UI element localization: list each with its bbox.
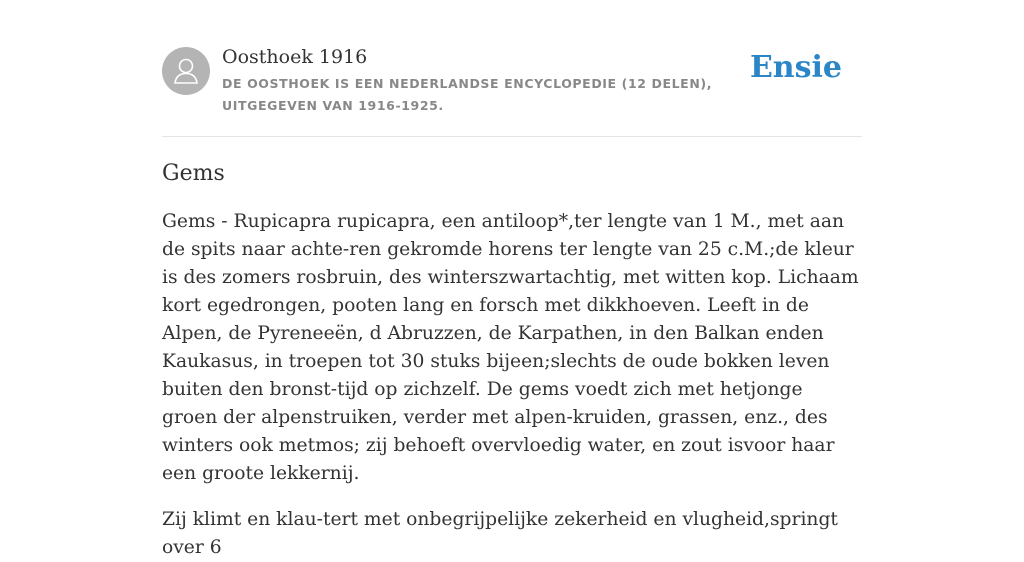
- source-avatar[interactable]: [162, 47, 210, 95]
- entry-paragraph: Zij klimt en klau-tert met onbegrijpelijke zekerheid en vlugheid,springt over 6: [162, 509, 838, 558]
- entry-title: Gems: [162, 161, 225, 186]
- source-header: [162, 0, 862, 137]
- source-title[interactable]: Oosthoek 1916: [222, 46, 368, 68]
- brand-logo-link[interactable]: Ensie: [749, 50, 842, 85]
- user-silhouette-icon: [162, 47, 210, 95]
- page: [162, 0, 862, 562]
- source-description: DE OOSTHOEK IS EEN NEDERLANDSE ENCYCLOPEDIE (12 DELEN), UITGEGEVEN VAN 1916-1925.: [222, 76, 713, 113]
- entry-body: [162, 208, 862, 562]
- entry-paragraph: Gems - Rupicapra rupicapra, een antiloop*,ter lengte van 1 M., met aan de spits naar achte-ren gekromde horens ter lengte van 25 c.M.;de kleur is des zomers rosbruin, des winterszwartachtig, met witten kop. Lichaam kort egedrongen, pooten lang en forsch met dikkhoeven. Leeft in de Alpen, de Pyreneeën, d Abruzzen, de Karpathen, in den Balkan enden Kaukasus, in troepen tot 30 stuks bijeen;slechts de oude bokken leven buiten den bronst-tijd op zichzelf. De gems voedt zich met hetjonge groen der alpenstruiken, verder met alpen-kruiden, grassen, enz., des winters ook metmos; zij behoeft overvloedig water, en zout isvoor haar een groote lekkernij.: [162, 211, 859, 484]
